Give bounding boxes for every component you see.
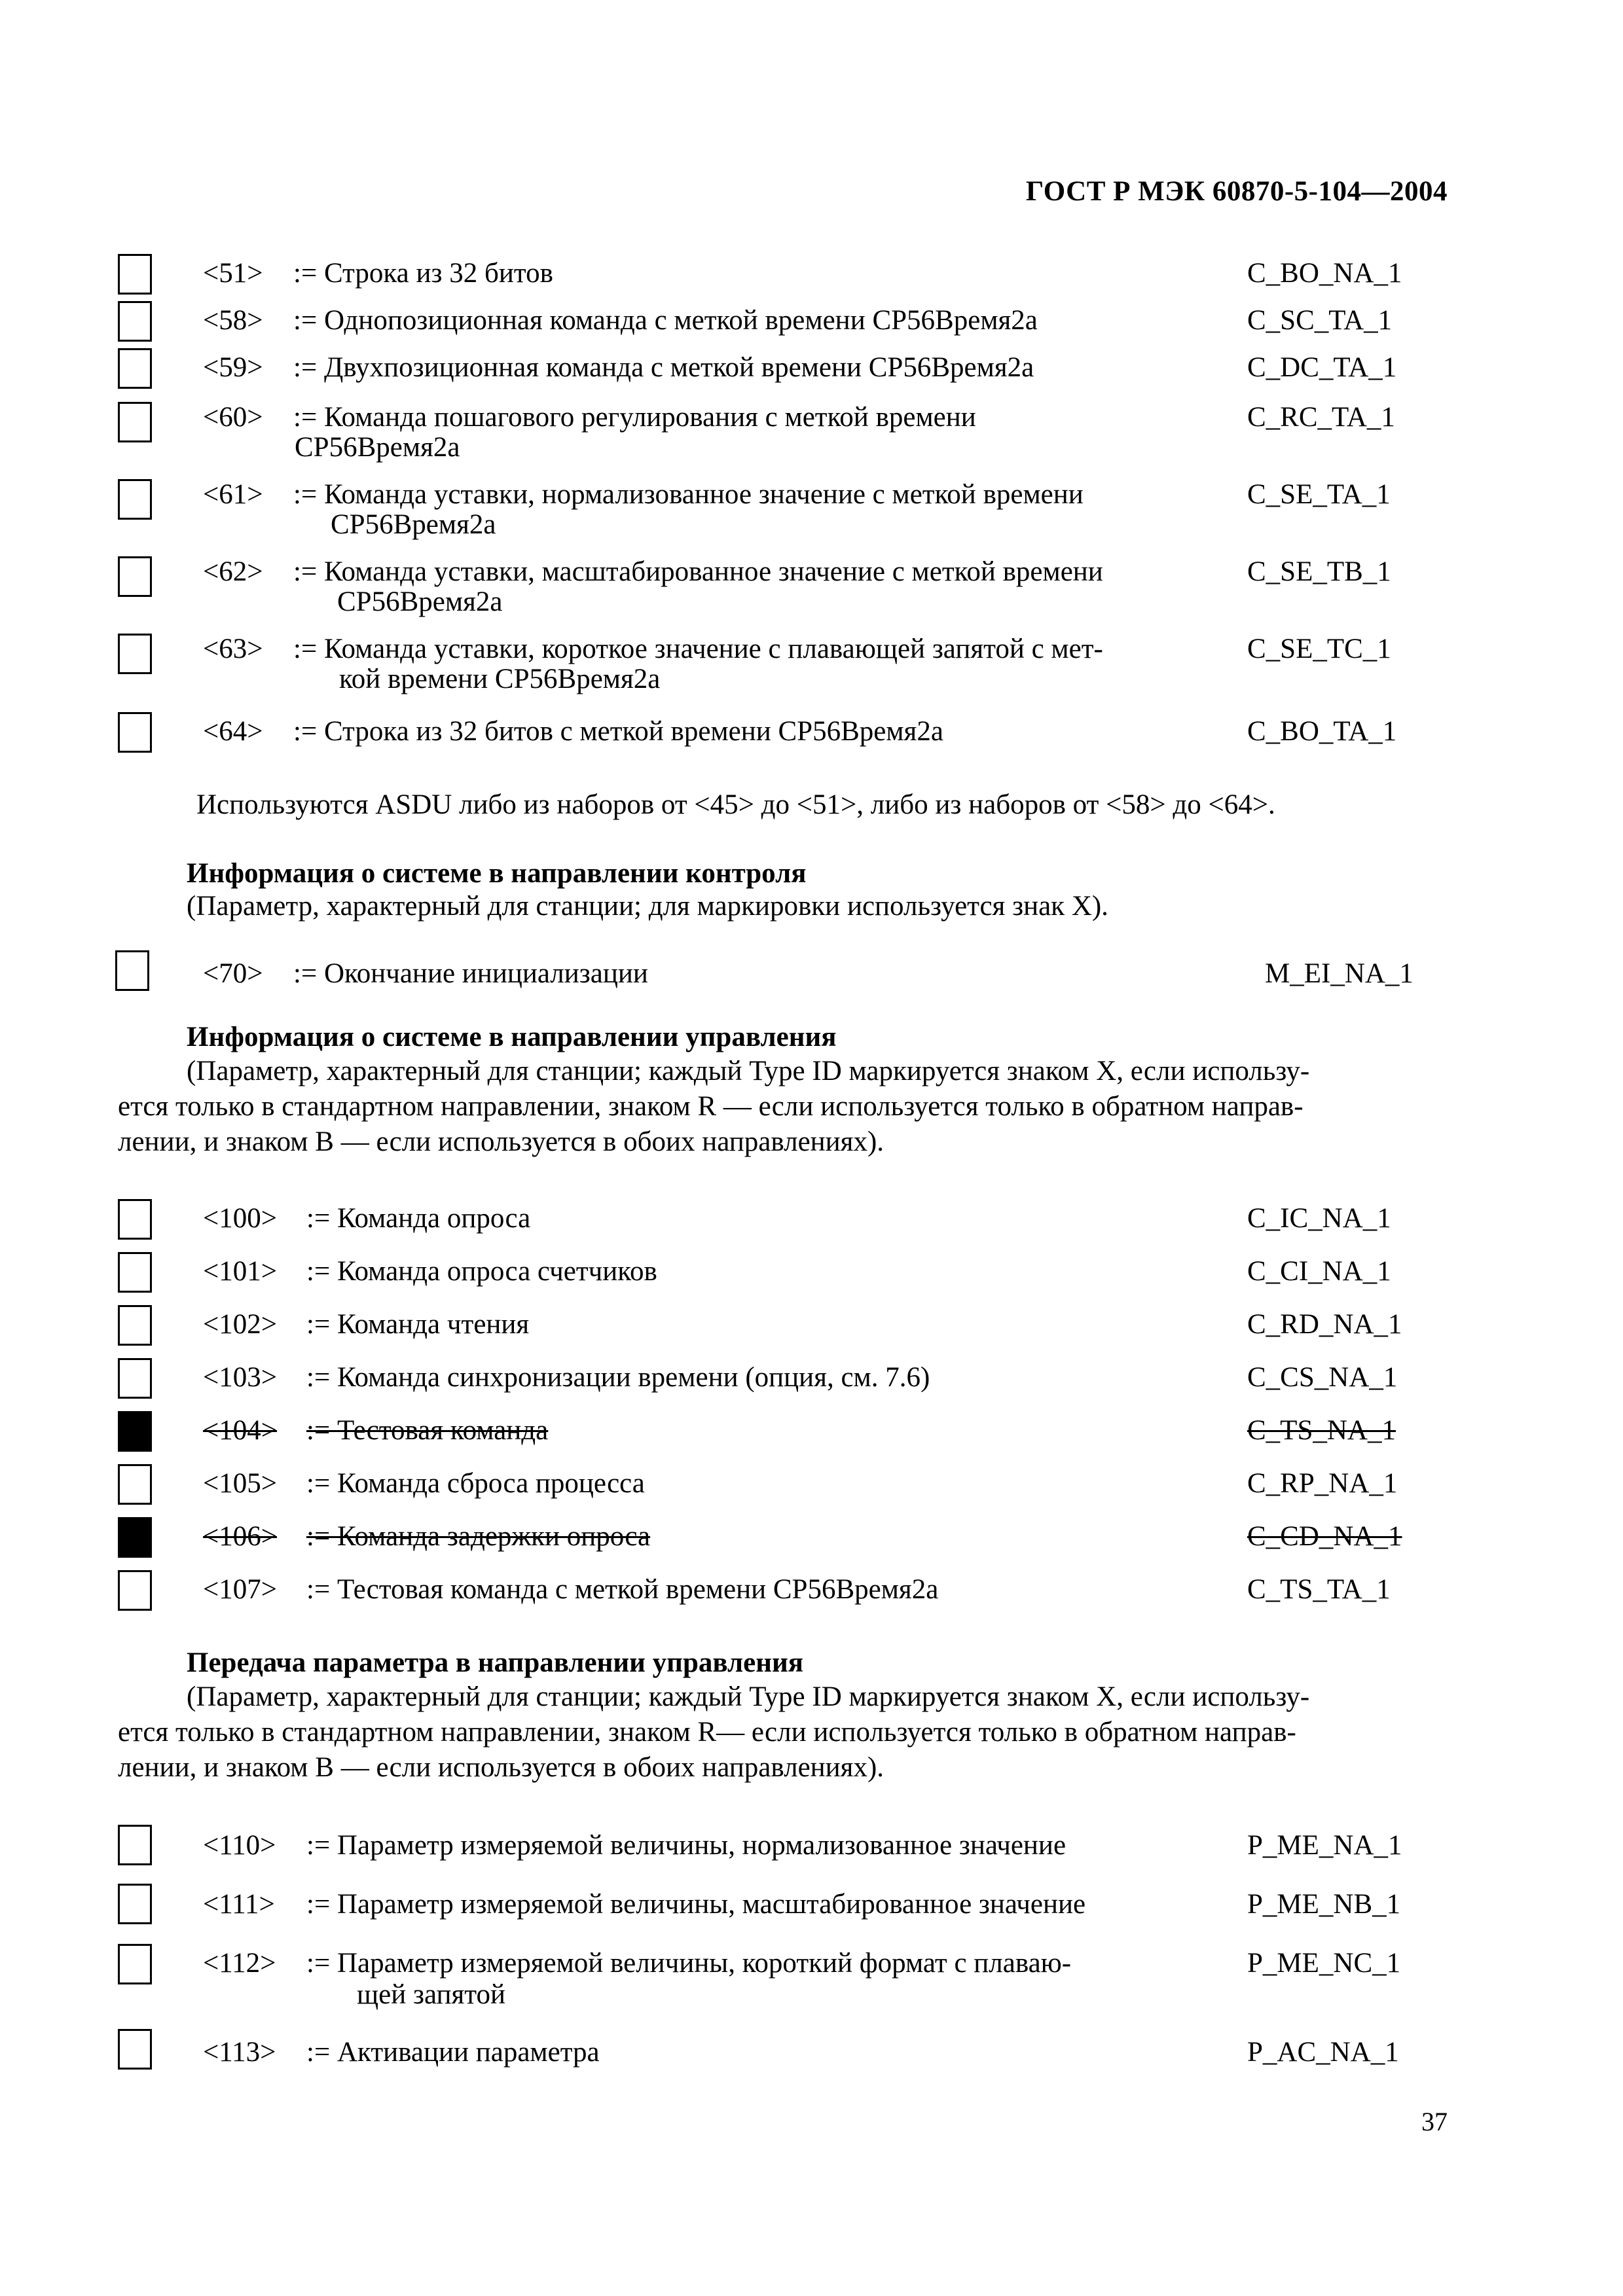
checkbox[interactable] xyxy=(118,348,152,389)
type-code: <113> xyxy=(203,2037,276,2068)
type-description: := Команда уставки, короткое значение с плавающей запятой с мет- xyxy=(293,634,1103,664)
type-identifier: C_SE_TA_1 xyxy=(1247,479,1391,510)
checkbox[interactable] xyxy=(118,712,152,753)
type-description: := Команда чтения xyxy=(306,1309,530,1340)
type-description: := Тестовая команда xyxy=(306,1415,549,1446)
type-description: := Команда опроса xyxy=(306,1203,531,1234)
checkbox[interactable] xyxy=(118,1825,152,1865)
type-code: <64> xyxy=(203,716,263,747)
type-code: <106> xyxy=(203,1521,278,1552)
type-identifier: P_ME_NB_1 xyxy=(1247,1889,1401,1920)
type-code: <110> xyxy=(203,1830,276,1861)
type-code: <63> xyxy=(203,634,263,664)
type-code: <60> xyxy=(203,402,263,433)
type-description: := Параметр измеряемой величины, нормализованное значение xyxy=(306,1830,1067,1861)
type-identifier: C_IC_NA_1 xyxy=(1247,1203,1391,1234)
type-code: <101> xyxy=(203,1256,278,1287)
checkbox[interactable] xyxy=(118,634,152,674)
type-description: := Команда опроса счетчиков xyxy=(306,1256,657,1287)
section-heading-monitor: Информация о системе в направлении контроля xyxy=(187,858,807,889)
checkbox[interactable] xyxy=(118,1884,152,1924)
checkbox[interactable] xyxy=(118,301,152,342)
section-desc-monitor: (Параметр, характерный для станции; для маркировки используется знак X). xyxy=(187,891,1108,922)
type-description-continuation: щей запятой xyxy=(357,1979,505,2010)
checkbox[interactable] xyxy=(118,1252,152,1293)
type-identifier: C_SE_TB_1 xyxy=(1247,556,1391,587)
type-identifier: C_TS_NA_1 xyxy=(1247,1415,1396,1446)
type-identifier: C_BO_NA_1 xyxy=(1247,258,1402,289)
type-code: <105> xyxy=(203,1468,278,1499)
checkbox[interactable] xyxy=(115,950,149,991)
section-heading-params: Передача параметра в направлении управления xyxy=(187,1647,804,1678)
type-description: := Окончание инициализации xyxy=(293,958,648,989)
type-description: := Параметр измеряемой величины, короткий формат с плаваю- xyxy=(306,1948,1072,1979)
checkbox[interactable] xyxy=(118,402,152,442)
type-identifier: C_TS_TA_1 xyxy=(1247,1574,1391,1605)
type-description: := Команда уставки, нормализованное значение с меткой времени xyxy=(293,479,1084,510)
section-desc-line: лении, и знаком B — если используется в обоих направлениях). xyxy=(118,1752,884,1783)
section-desc-line: ется только в стандартном направлении, знаком R— если используется только в обратном направ- xyxy=(118,1717,1296,1748)
type-description: := Команда сброса процесса xyxy=(306,1468,645,1499)
type-code: <70> xyxy=(203,958,263,989)
section-desc-line: ется только в стандартном направлении, знаком R — если используется только в обратном направ- xyxy=(118,1091,1304,1122)
section-heading-control: Информация о системе в направлении управления xyxy=(187,1022,837,1052)
type-description: := Строка из 32 битов с меткой времени CP56Время2a xyxy=(293,716,943,747)
type-code: <62> xyxy=(203,556,263,587)
type-code: <102> xyxy=(203,1309,278,1340)
checkbox[interactable] xyxy=(118,1358,152,1399)
type-identifier: C_SC_TA_1 xyxy=(1247,305,1393,336)
type-description: := Тестовая команда с меткой времени CP56Время2a xyxy=(306,1574,939,1605)
type-identifier: C_CS_NA_1 xyxy=(1247,1362,1398,1393)
type-identifier: P_AC_NA_1 xyxy=(1247,2037,1399,2068)
section-desc-line: лении, и знаком B — если используется в обоих направлениях). xyxy=(118,1126,884,1157)
checkbox[interactable] xyxy=(118,1411,152,1452)
page-number: 37 xyxy=(1421,2107,1448,2136)
type-identifier: C_RD_NA_1 xyxy=(1247,1309,1402,1340)
type-code: <111> xyxy=(203,1889,275,1920)
type-code: <103> xyxy=(203,1362,278,1393)
type-description: := Строка из 32 битов xyxy=(293,258,553,289)
type-description: := Однопозиционная команда с меткой времени CP56Время2a xyxy=(293,305,1038,336)
type-identifier: C_SE_TC_1 xyxy=(1247,634,1391,664)
section-desc-line: (Параметр, характерный для станции; каждый Type ID маркируется знаком X, если использу- xyxy=(187,1681,1310,1712)
type-description-continuation: кой времени CP56Время2a xyxy=(339,664,661,694)
type-identifier: C_CD_NA_1 xyxy=(1247,1521,1402,1552)
type-description-continuation: CP56Время2a xyxy=(337,586,503,617)
type-identifier: P_ME_NA_1 xyxy=(1247,1830,1402,1861)
type-code: <58> xyxy=(203,305,263,336)
type-identifier: C_CI_NA_1 xyxy=(1247,1256,1391,1287)
checkbox[interactable] xyxy=(118,1570,152,1611)
type-identifier: P_ME_NC_1 xyxy=(1247,1948,1401,1979)
checkbox[interactable] xyxy=(118,1199,152,1240)
checkbox[interactable] xyxy=(118,1464,152,1505)
type-identifier: M_EI_NA_1 xyxy=(1265,958,1413,989)
type-code: <107> xyxy=(203,1574,278,1605)
type-description-continuation: CP56Время2a xyxy=(331,509,496,540)
type-description: := Двухпозиционная команда с меткой времени CP56Время2a xyxy=(293,352,1034,383)
type-identifier: C_BO_TA_1 xyxy=(1247,716,1397,747)
checkbox[interactable] xyxy=(118,1944,152,1984)
checkbox[interactable] xyxy=(118,254,152,295)
asdu-note: Используются ASDU либо из наборов от <45> до <51>, либо из наборов от <58> до <64>. xyxy=(196,789,1275,820)
type-description: := Параметр измеряемой величины, масштабированное значение xyxy=(306,1889,1086,1920)
type-description: := Команда задержки опроса xyxy=(306,1521,651,1552)
type-identifier: C_RP_NA_1 xyxy=(1247,1468,1398,1499)
type-identifier: C_RC_TA_1 xyxy=(1247,402,1395,433)
section-desc-line: (Параметр, характерный для станции; каждый Type ID маркируется знаком X, если использу- xyxy=(187,1056,1310,1086)
type-code: <61> xyxy=(203,479,263,510)
type-code: <51> xyxy=(203,258,263,289)
type-description: := Команда пошагового регулирования с меткой времени xyxy=(293,402,976,433)
checkbox[interactable] xyxy=(118,556,152,597)
type-code: <104> xyxy=(203,1415,278,1446)
document-header: ГОСТ Р МЭК 60870-5-104—2004 xyxy=(1025,176,1448,207)
type-code: <59> xyxy=(203,352,263,383)
type-identifier: C_DC_TA_1 xyxy=(1247,352,1397,383)
checkbox[interactable] xyxy=(118,479,152,520)
type-description: := Команда уставки, масштабированное значение с меткой времени xyxy=(293,556,1103,587)
type-description-continuation: CP56Время2a xyxy=(295,432,460,463)
type-description: := Команда синхронизации времени (опция, см. 7.6) xyxy=(306,1362,930,1393)
type-code: <112> xyxy=(203,1948,276,1979)
checkbox[interactable] xyxy=(118,2029,152,2070)
checkbox[interactable] xyxy=(118,1517,152,1558)
checkbox[interactable] xyxy=(118,1305,152,1346)
type-code: <100> xyxy=(203,1203,278,1234)
type-description: := Активации параметра xyxy=(306,2037,600,2068)
